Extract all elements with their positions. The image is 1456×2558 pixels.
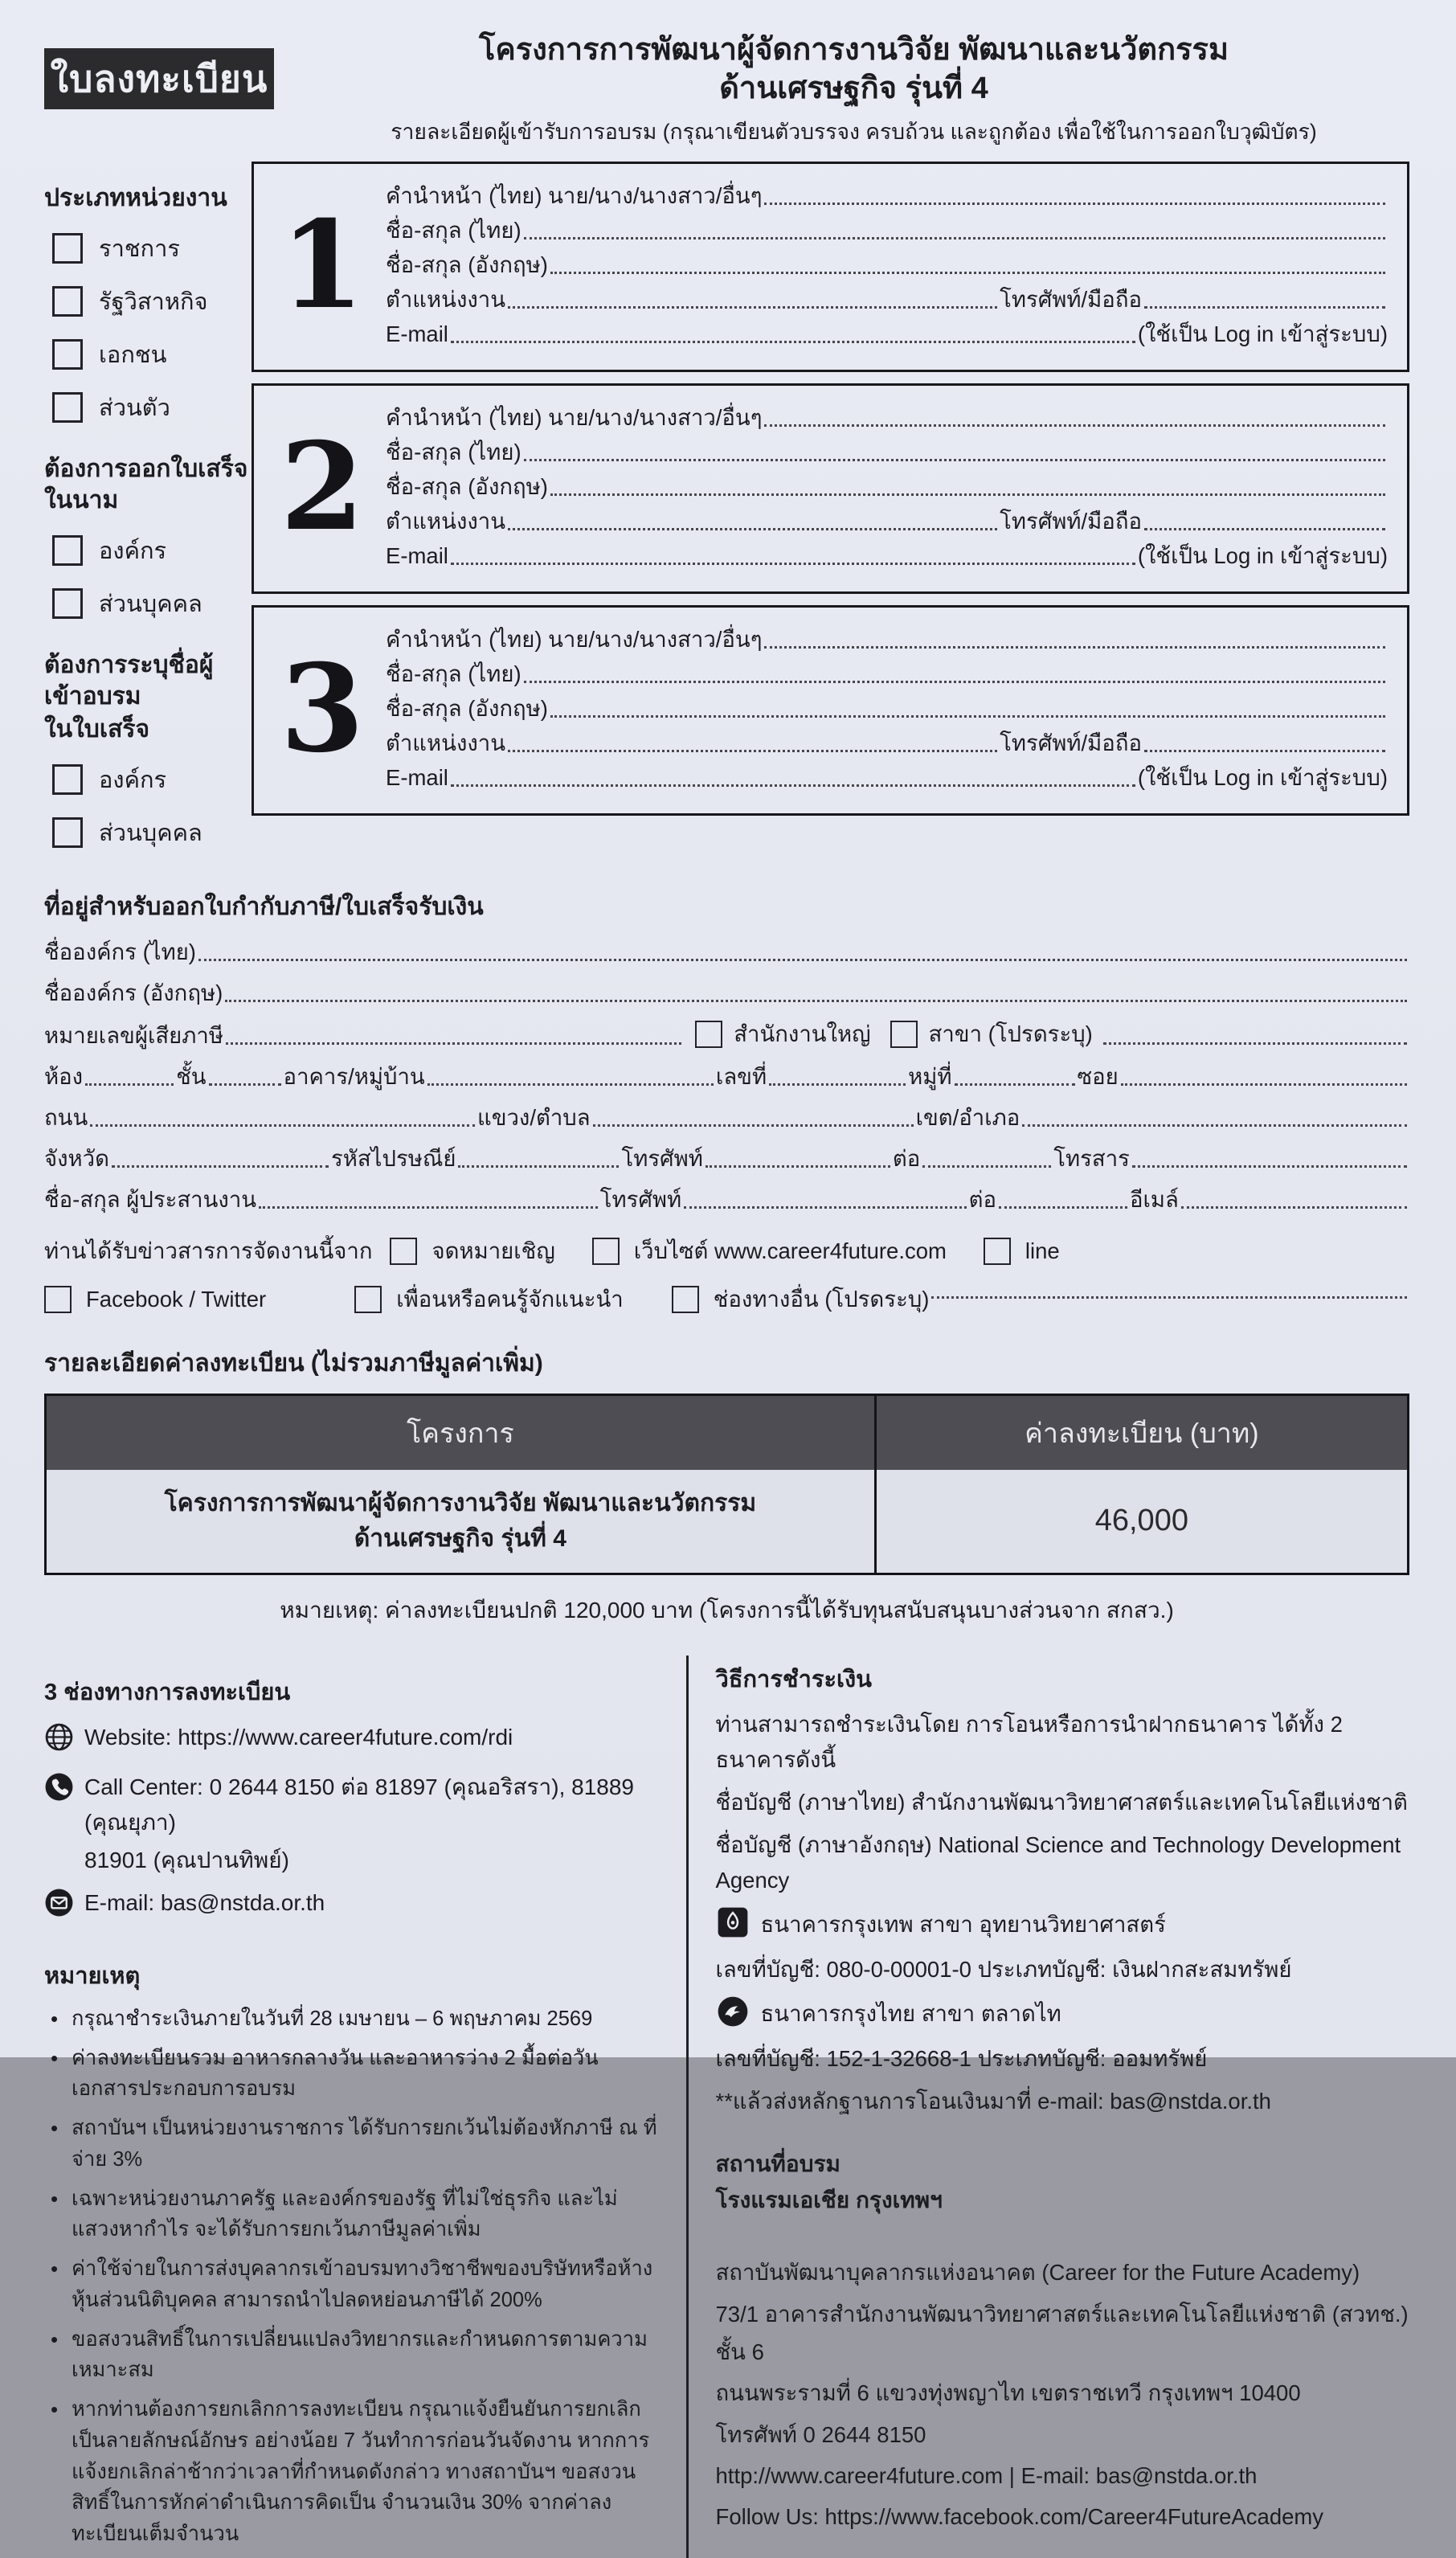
fee-table bbox=[44, 1394, 1409, 1575]
org-name-th-input-line[interactable] bbox=[198, 959, 1407, 961]
source-option-invite bbox=[390, 1234, 554, 1269]
bank1-account: เลขที่บัญชี: 080-0-00001-0 ประเภทบัญชี: เงินฝากสะสมทรัพย์ bbox=[715, 1956, 1292, 1982]
head-office-option bbox=[695, 1020, 870, 1049]
checkbox-invite-letter[interactable] bbox=[390, 1238, 417, 1265]
bottom-right-column bbox=[686, 1656, 1409, 2558]
fee-section bbox=[44, 1344, 1409, 1628]
prefix-input-line[interactable] bbox=[764, 646, 1385, 649]
checkbox-receipt-individual[interactable] bbox=[52, 588, 83, 619]
name-th-label: ชื่อ-สกุล (ไทย) bbox=[386, 217, 521, 243]
postcode-label: รหัสไปรษณีย์ bbox=[330, 1145, 456, 1171]
moo-label: หมู่ที่ bbox=[908, 1063, 952, 1089]
checkbox-line[interactable] bbox=[984, 1238, 1011, 1265]
venue-title: สถานที่อบรม bbox=[715, 2151, 840, 2176]
position-label: ตำแหน่งงาน bbox=[386, 286, 506, 312]
fee-section-title: รายละเอียดค่าลงทะเบียน (ไม่รวมภาษีมูลค่าเพิ่ม) bbox=[44, 1349, 543, 1377]
form-line-province bbox=[44, 1144, 1409, 1173]
payment-account-en: ชื่อบัญชี (ภาษาอังกฤษ) National Science and Technology Development Agency bbox=[715, 1832, 1401, 1893]
receipt-name-title-line2: ในใบเสร็จ bbox=[44, 715, 150, 743]
line-label: line bbox=[1025, 1238, 1060, 1263]
contact-org-name: สถาบันพัฒนาบุคลากรแห่งอนาคต (Career for the Future Academy) bbox=[715, 2260, 1360, 2286]
checkbox-government[interactable] bbox=[52, 233, 83, 264]
checkbox-receipt-org[interactable] bbox=[52, 535, 83, 566]
name-en-input-line[interactable] bbox=[550, 272, 1385, 274]
name-th-label: ชื่อ-สกุล (ไทย) bbox=[386, 439, 521, 465]
main-area bbox=[44, 162, 1409, 867]
form-line-email bbox=[386, 763, 1388, 792]
fax-input-line[interactable] bbox=[1132, 1165, 1407, 1168]
name-th-label: ชื่อ-สกุล (ไทย) bbox=[386, 661, 521, 686]
phone-input-line[interactable] bbox=[1144, 750, 1385, 752]
fee-table-header-row bbox=[47, 1396, 1407, 1470]
contact-section bbox=[716, 2253, 1409, 2535]
bottom-section bbox=[44, 1656, 1409, 2558]
note-item: • สถาบันฯ เป็นหน่วยงานราชการ ได้รับการยกเว้นไม่ต้องหักภาษี ณ ที่จ่าย 3% bbox=[44, 2113, 664, 2175]
receipt-title: ต้องการออกใบเสร็จในนาม bbox=[44, 455, 248, 514]
name-en-label: ชื่อ-สกุล (อังกฤษ) bbox=[386, 695, 548, 721]
contact-facebook[interactable]: Follow Us: https://www.facebook.com/Career4FutureAcademy bbox=[715, 2504, 1324, 2530]
form-line-org-name-en bbox=[44, 979, 1409, 1008]
branch-label: สาขา (โปรดระบุ) bbox=[928, 1021, 1093, 1046]
channel-email bbox=[44, 1885, 664, 1927]
note-item: • ค่าลงทะเบียนรวม อาหารกลางวัน และอาหารว่าง 2 มื้อต่อวัน เอกสารประกอบการอบรม bbox=[44, 2043, 664, 2106]
payment-intro: ท่านสามารถชำระเงินโดย การโอนหรือการนำฝากธนาคาร ได้ทั้ง 2 ธนาคารดังนี้ bbox=[715, 1711, 1343, 1772]
checkbox-state-enterprise[interactable] bbox=[52, 286, 83, 317]
payment-title: วิธีการชำระเงิน bbox=[715, 1666, 872, 1692]
form-line-coordinator bbox=[44, 1185, 1409, 1214]
header bbox=[44, 31, 1409, 149]
news-source-section bbox=[44, 1234, 1409, 1317]
name-en-label: ชื่อ-สกุล (อังกฤษ) bbox=[386, 252, 548, 277]
checkbox-facebook-twitter[interactable] bbox=[44, 1286, 72, 1313]
checkbox-head-office[interactable] bbox=[695, 1021, 722, 1048]
form-line-name-en bbox=[386, 473, 1388, 501]
invite-letter-label: จดหมายเชิญ bbox=[431, 1238, 555, 1263]
header-title-block bbox=[274, 31, 1409, 149]
form-line-org-name-th bbox=[44, 938, 1409, 967]
participant-box-2 bbox=[252, 383, 1409, 594]
email-label: E-mail bbox=[386, 321, 448, 346]
coordinator-phone-label: โทรศัพท์ bbox=[599, 1186, 682, 1212]
org-type-label-state-enterprise: รัฐวิสาหกิจ bbox=[99, 289, 208, 315]
note-item: • กรุณาชำระเงินภายในวันที่ 28 เมษายน – 6 พฤษภาคม 2569 bbox=[44, 2003, 664, 2035]
participant-number-2: 2 bbox=[280, 415, 365, 558]
source-option-other bbox=[672, 1282, 1409, 1317]
participant-boxes bbox=[252, 162, 1409, 867]
news-source-row-1 bbox=[44, 1234, 1409, 1269]
contact-address-2: ถนนพระรามที่ 6 แขวงทุ่งพญาไท เขตราชเทวี กรุงเทพฯ 10400 bbox=[715, 2380, 1301, 2406]
checkbox-branch[interactable] bbox=[890, 1021, 918, 1048]
contact-phone: โทรศัพท์ 0 2644 8150 bbox=[715, 2421, 926, 2447]
coordinator-ext-label: ต่อ bbox=[968, 1186, 996, 1212]
website-link[interactable]: Website: https://www.career4future.com/rdi bbox=[84, 1724, 513, 1750]
phone-icon bbox=[44, 1770, 84, 1811]
venue-section bbox=[716, 2147, 1409, 2219]
email-input-line[interactable] bbox=[451, 341, 1135, 343]
number-input-line[interactable] bbox=[769, 1083, 906, 1086]
position-label: ตำแหน่งงาน bbox=[386, 508, 506, 534]
bank2-account: เลขที่บัญชี: 152-1-32668-1 ประเภทบัญชี: ออมทรัพย์ bbox=[715, 2045, 1208, 2071]
website-label: เว็บไซต์ www.career4future.com bbox=[633, 1238, 947, 1263]
email-label: E-mail bbox=[386, 542, 448, 568]
news-source-question: ท่านได้รับข่าวสารการจัดงานนี้จาก bbox=[44, 1238, 373, 1263]
checkbox-website[interactable] bbox=[592, 1238, 620, 1265]
org-name-en-input-line[interactable] bbox=[225, 1000, 1407, 1002]
org-name-th-label: ชื่อองค์กร (ไทย) bbox=[44, 939, 196, 964]
receipt-name-title-line1: ต้องการระบุชื่อผู้เข้าอบรม bbox=[44, 651, 214, 710]
org-type-option-personal bbox=[52, 389, 252, 426]
form-line-position bbox=[386, 729, 1388, 758]
org-type-option-private bbox=[52, 336, 252, 373]
org-type-label-personal: ส่วนตัว bbox=[99, 395, 170, 421]
building-label: อาคาร/หมู่บ้าน bbox=[283, 1063, 425, 1089]
krungthai-bank-icon bbox=[716, 1995, 761, 2034]
participant-fields-3 bbox=[386, 620, 1388, 798]
register-email-link[interactable]: E-mail: bas@nstda.or.th bbox=[84, 1890, 325, 1916]
org-type-option-government bbox=[52, 230, 252, 267]
prefix-label: คำนำหน้า (ไทย) นาย/นาง/นางสาว/อื่นๆ bbox=[386, 404, 763, 430]
org-type-label-government: ราชการ bbox=[99, 235, 180, 262]
form-line-prefix bbox=[386, 182, 1388, 211]
ext-input-line[interactable] bbox=[922, 1165, 1051, 1168]
bank2-name: ธนาคารกรุงไทย สาขา ตลาดไท bbox=[760, 2001, 1061, 2027]
coordinator-input-line[interactable] bbox=[259, 1206, 598, 1209]
form-line-name-th bbox=[386, 438, 1388, 467]
fax-label: โทรสาร bbox=[1053, 1145, 1130, 1171]
prefix-label: คำนำหน้า (ไทย) นาย/นาง/นางสาว/อื่นๆ bbox=[386, 626, 763, 652]
tax-id-label: หมายเลขผู้เสียภาษี bbox=[44, 1022, 223, 1048]
facebook-twitter-label: Facebook / Twitter bbox=[86, 1286, 267, 1312]
notes-title: หมายเหตุ bbox=[44, 1962, 141, 1989]
receipt-label-org: องค์กร bbox=[99, 538, 167, 564]
source-option-website bbox=[592, 1234, 947, 1269]
position-label: ตำแหน่งงาน bbox=[386, 730, 506, 755]
bottom-left-column bbox=[44, 1656, 686, 2558]
participant-number-1: 1 bbox=[280, 194, 365, 336]
coordinator-label: ชื่อ-สกุล ผู้ประสานงาน bbox=[44, 1186, 257, 1212]
floor-input-line[interactable] bbox=[209, 1083, 281, 1086]
addr-phone-input-line[interactable] bbox=[706, 1165, 890, 1168]
phone-label: โทรศัพท์/มือถือ bbox=[1000, 508, 1142, 534]
branch-input-line[interactable] bbox=[1103, 1042, 1407, 1045]
venue-name: โรงแรมเอเชีย กรุงเทพฯ bbox=[715, 2187, 943, 2212]
checkbox-personal[interactable] bbox=[52, 392, 83, 423]
name-en-label: ชื่อ-สกุล (อังกฤษ) bbox=[386, 473, 548, 499]
payment-proof-note: **แล้วส่งหลักฐานการโอนเงินมาที่ e-mail: bas@nstda.or.th bbox=[715, 2088, 1271, 2114]
receipt-name-option-individual bbox=[52, 814, 252, 851]
form-line-road bbox=[44, 1103, 1409, 1132]
name-en-input-line[interactable] bbox=[550, 715, 1385, 718]
receipt-option-individual bbox=[52, 585, 252, 622]
payment-account-th: ชื่อบัญชี (ภาษาไทย) สำนักงานพัฒนาวิทยาศาสตร์และเทคโนโลยีแห่งชาติ bbox=[715, 1789, 1408, 1815]
contact-web-email[interactable]: http://www.career4future.com | E-mail: bas@nstda.or.th bbox=[715, 2462, 1258, 2488]
road-input-line[interactable] bbox=[90, 1124, 475, 1127]
soi-label: ซอย bbox=[1077, 1063, 1119, 1089]
participant-number-3: 3 bbox=[280, 637, 365, 780]
form-line-email bbox=[386, 542, 1388, 571]
form-badge: ใบลงทะเบียน bbox=[44, 48, 274, 109]
phone-input-line[interactable] bbox=[1144, 306, 1385, 309]
email-input-line[interactable] bbox=[451, 563, 1135, 565]
channel-call-center-line2 bbox=[44, 1843, 664, 1877]
head-office-label: สำนักงานใหญ่ bbox=[734, 1021, 871, 1046]
org-name-en-label: ชื่อองค์กร (อังกฤษ) bbox=[44, 980, 223, 1005]
news-source-row-2 bbox=[44, 1282, 1409, 1317]
form-line-prefix bbox=[386, 625, 1388, 654]
prefix-label: คำนำหน้า (ไทย) นาย/นาง/นางสาว/อื่นๆ bbox=[386, 182, 763, 208]
checkbox-private[interactable] bbox=[52, 339, 83, 370]
checkbox-other-channel[interactable] bbox=[672, 1286, 699, 1313]
email-note-label: (ใช้เป็น Log in เข้าสู่ระบบ) bbox=[1137, 764, 1388, 790]
participant-fields-2 bbox=[386, 398, 1388, 576]
call-center-text: Call Center: 0 2644 8150 ต่อ 81897 (คุณอริสรา), 81889 (คุณยุภา) bbox=[84, 1774, 635, 1835]
form-line-email bbox=[386, 320, 1388, 349]
notes-list bbox=[44, 2003, 664, 2550]
sidebar bbox=[44, 162, 252, 867]
floor-label: ชั้น bbox=[176, 1063, 207, 1089]
checkbox-receipt-name-individual[interactable] bbox=[52, 817, 83, 848]
page-title-line1: โครงการการพัฒนาผู้จัดการงานวิจัย พัฒนาและนวัตกรรม bbox=[478, 33, 1229, 67]
page-title-line2: ด้านเศรษฐกิจ รุ่นที่ 4 bbox=[719, 72, 988, 106]
name-th-input-line[interactable] bbox=[524, 681, 1385, 683]
coordinator-phone-input-line[interactable] bbox=[684, 1206, 966, 1209]
fee-amount-cell: 46,000 bbox=[1094, 1504, 1188, 1538]
subdistrict-label: แขวง/ตำบล bbox=[476, 1104, 591, 1130]
road-label: ถนน bbox=[44, 1104, 88, 1130]
note-item: • หากท่านต้องการยกเลิกการลงทะเบียน กรุณาแจ้งยืนยันการยกเลิกเป็นลายลักษณ์อักษร อย่างน้อย 7 วันทำการก่อนวันจัดงาน หากการแจ้งยกเลิกล่าช้ากว่าเวลาที่กำหนดดังกล่าว ทางสถาบันฯ ขอสงวนสิทธิ์ในการหักค่าดำเนินการคิดเป็น จำนวนเงิน 30% จากค่าลงทะเบียนเต็มจำนวน bbox=[44, 2394, 664, 2550]
receipt-name-label-org: องค์กร bbox=[99, 767, 167, 793]
form-line-name-th bbox=[386, 216, 1388, 245]
prefix-input-line[interactable] bbox=[764, 424, 1385, 427]
note-item: • เฉพาะหน่วยงานภาครัฐ และองค์กรของรัฐ ที่ไม่ใช่ธุรกิจ และไม่แสวงหากำไร จะได้รับการยกเว้นภาษีมูลค่าเพิ่ม bbox=[44, 2184, 664, 2246]
district-input-line[interactable] bbox=[1022, 1124, 1407, 1127]
checkbox-friend[interactable] bbox=[354, 1286, 382, 1313]
form-line-name-en bbox=[386, 251, 1388, 280]
receipt-name-option-org bbox=[52, 761, 252, 798]
receipt-name-label-individual: ส่วนบุคคล bbox=[99, 820, 202, 846]
subdistrict-input-line[interactable] bbox=[593, 1124, 914, 1127]
note-item: • ขอสงวนสิทธิ์ในการเปลี่ยนแปลงวิทยากรและกำหนดการตามความเหมาะสม bbox=[44, 2324, 664, 2387]
position-input-line[interactable] bbox=[508, 750, 997, 752]
org-type-label-private: เอกชน bbox=[99, 342, 167, 368]
note-item: • ค่าใช้จ่ายในการส่งบุคลากรเข้าอบรมทางวิชาชีพของบริษัทหรือห้างหุ้นส่วนนิติบุคคล สามารถนำไปลดหย่อนภาษีได้ 200% bbox=[44, 2253, 664, 2316]
channel-call-center bbox=[44, 1770, 664, 1840]
room-input-line[interactable] bbox=[85, 1083, 174, 1086]
source-option-line bbox=[984, 1238, 1060, 1265]
source-option-friend bbox=[354, 1282, 624, 1317]
phone-label: โทรศัพท์/มือถือ bbox=[1000, 730, 1142, 755]
email-label: E-mail bbox=[386, 764, 448, 790]
room-label: ห้อง bbox=[44, 1063, 84, 1089]
receipt-label-individual: ส่วนบุคคล bbox=[99, 591, 202, 617]
building-input-line[interactable] bbox=[427, 1083, 714, 1086]
fee-project-line1: โครงการการพัฒนาผู้จัดการงานวิจัย พัฒนาและนวัตกรรม bbox=[164, 1490, 757, 1517]
district-label: เขต/อำเภอ bbox=[915, 1104, 1020, 1130]
coordinator-email-label: อีเมล์ bbox=[1129, 1186, 1179, 1212]
form-line-position bbox=[386, 507, 1388, 536]
name-th-input-line[interactable] bbox=[524, 459, 1385, 461]
receipt-option-org bbox=[52, 532, 252, 569]
form-line-tax-id bbox=[44, 1020, 1409, 1050]
postcode-input-line[interactable] bbox=[458, 1165, 619, 1168]
fee-project-line2: ด้านเศรษฐกิจ รุ่นที่ 4 bbox=[354, 1525, 566, 1552]
tax-address-section bbox=[44, 888, 1409, 1214]
branch-option bbox=[890, 1020, 1093, 1049]
email-note-label: (ใช้เป็น Log in เข้าสู่ระบบ) bbox=[1137, 321, 1388, 346]
mail-icon bbox=[44, 1885, 84, 1927]
form-line-prefix bbox=[386, 403, 1388, 432]
checkbox-receipt-name-org[interactable] bbox=[52, 764, 83, 795]
bangkok-bank-icon bbox=[716, 1905, 761, 1945]
contact-address-1: 73/1 อาคารสำนักงานพัฒนาวิทยาศาสตร์และเทคโนโลยีแห่งชาติ (สวทช.) ชั้น 6 bbox=[715, 2301, 1409, 2365]
participant-fields-1 bbox=[386, 176, 1388, 354]
fee-col-amount: ค่าลงทะเบียน (บาท) bbox=[1025, 1418, 1259, 1449]
addr-phone-label: โทรศัพท์ bbox=[621, 1145, 703, 1171]
tax-id-input-line[interactable] bbox=[226, 1042, 681, 1045]
email-note-label: (ใช้เป็น Log in เข้าสู่ระบบ) bbox=[1137, 542, 1388, 568]
position-input-line[interactable] bbox=[508, 528, 997, 530]
province-input-line[interactable] bbox=[112, 1165, 329, 1168]
soi-input-line[interactable] bbox=[1121, 1083, 1407, 1086]
position-input-line[interactable] bbox=[508, 306, 997, 309]
form-line-position bbox=[386, 285, 1388, 314]
channel-website bbox=[44, 1720, 664, 1762]
number-label: เลขที่ bbox=[715, 1063, 767, 1089]
other-channel-label: ช่องทางอื่น (โปรดระบุ) bbox=[713, 1286, 930, 1312]
globe-icon bbox=[44, 1720, 84, 1762]
email-input-line[interactable] bbox=[451, 784, 1135, 787]
name-th-input-line[interactable] bbox=[524, 237, 1385, 239]
phone-label: โทรศัพท์/มือถือ bbox=[1000, 286, 1142, 312]
bank-row-krungthai bbox=[716, 1995, 1409, 2034]
fee-col-project: โครงการ bbox=[47, 1396, 877, 1470]
phone-input-line[interactable] bbox=[1144, 528, 1385, 530]
other-channel-input-line[interactable] bbox=[931, 1296, 1407, 1299]
source-option-facebook bbox=[44, 1286, 266, 1313]
form-line-name-th bbox=[386, 660, 1388, 689]
coordinator-email-input-line[interactable] bbox=[1181, 1206, 1407, 1209]
call-center-text-2: 81901 (คุณปานทิพย์) bbox=[84, 1848, 289, 1873]
org-type-option-state-enterprise bbox=[52, 283, 252, 320]
participant-box-3 bbox=[252, 605, 1409, 816]
prefix-input-line[interactable] bbox=[764, 203, 1385, 205]
ext-label: ต่อ bbox=[892, 1145, 921, 1171]
tax-address-title: ที่อยู่สำหรับออกใบกำกับภาษี/ใบเสร็จรับเงิน bbox=[44, 893, 484, 920]
fee-project-cell bbox=[47, 1470, 877, 1573]
register-channels-title: 3 ช่องทางการลงทะเบียน bbox=[44, 1679, 291, 1705]
bank-row-bangkok bbox=[716, 1905, 1409, 1945]
org-type-title: ประเภทหน่วยงาน bbox=[44, 184, 227, 211]
fee-table-row bbox=[47, 1470, 1407, 1573]
moo-input-line[interactable] bbox=[955, 1083, 1075, 1086]
participant-box-1 bbox=[252, 162, 1409, 372]
province-label: จังหวัด bbox=[44, 1145, 109, 1171]
form-line-name-en bbox=[386, 694, 1388, 723]
fee-note: หมายเหตุ: ค่าลงทะเบียนปกติ 120,000 บาท (โครงการนี้ได้รับทุนสนับสนุนบางส่วนจาก สกสว.) bbox=[280, 1597, 1174, 1623]
page-subtitle: รายละเอียดผู้เข้ารับการอบรม (กรุณาเขียนตัวบรรจง ครบถ้วน และถูกต้อง เพื่อใช้ในการออกใบวุฒิบัตร) bbox=[391, 119, 1317, 144]
bank1-name: ธนาคารกรุงเทพ สาขา อุทยานวิทยาศาสตร์ bbox=[760, 1912, 1166, 1938]
coordinator-ext-input-line[interactable] bbox=[999, 1206, 1127, 1209]
form-line-building bbox=[44, 1062, 1409, 1091]
friend-label: เพื่อนหรือคนรู้จักแนะนำ bbox=[396, 1286, 624, 1312]
name-en-input-line[interactable] bbox=[550, 493, 1385, 496]
